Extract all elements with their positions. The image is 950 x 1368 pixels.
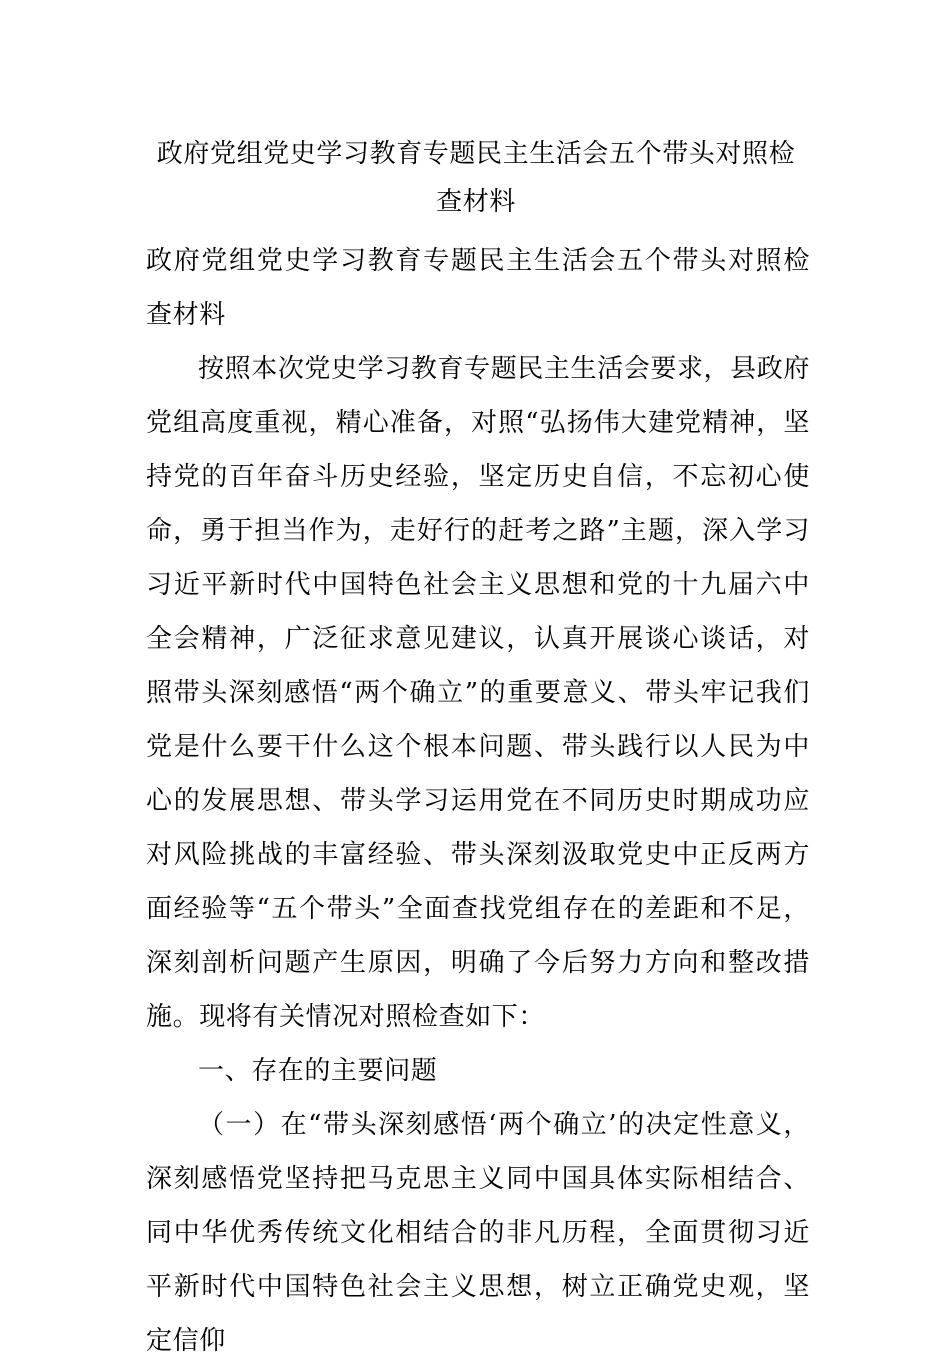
document-body <box>146 234 810 1368</box>
intro-paragraph: 按照本次党史学习教育专题民主生活会要求，县政府党组高度重视，精心准备，对照“弘扬伟大建党精神，坚持党的百年奋斗历史经验，坚定历史自信，不忘初心使命，勇于担当作为，走好行的赶考之路”主题，深入学习习近平新时代中国特色社会主义思想和党的十九届六中全会精神，广泛征求意见建议，认真开展谈心谈话，对照带头深刻感悟“两个确立”的重要意义、带头牢记我们党是什么要干什么这个根本问题、带头践行以人民为中心的发展思想、带头学习运用党在不同历史时期成功应对风险挑战的丰富经验、带头深刻汲取党史中正反两方面经验等“五个带头”全面查找党组存在的差距和不足，深刻剖析问题产生原因，明确了今后努力方向和整改措施。现将有关情况对照检查如下： <box>146 354 810 1032</box>
document-title: 政府党组党史学习教育专题民主生活会五个带头对照检查材料 <box>156 139 796 217</box>
document-subtitle: 政府党组党史学习教育专题民主生活会五个带头对照检查材料 <box>146 246 810 330</box>
section-heading: 一、存在的主要问题 <box>198 1056 438 1086</box>
section-paragraph: （一）在“带头深刻感悟‘两个确立’的决定性意义，深刻感悟党坚持把马克思主义同中国具体实际相结合、同中华优秀传统文化相结合的非凡历程，全面贯彻习近平新时代中国特色社会主义思想，树立正确党史观，坚定信仰 <box>146 1110 810 1356</box>
